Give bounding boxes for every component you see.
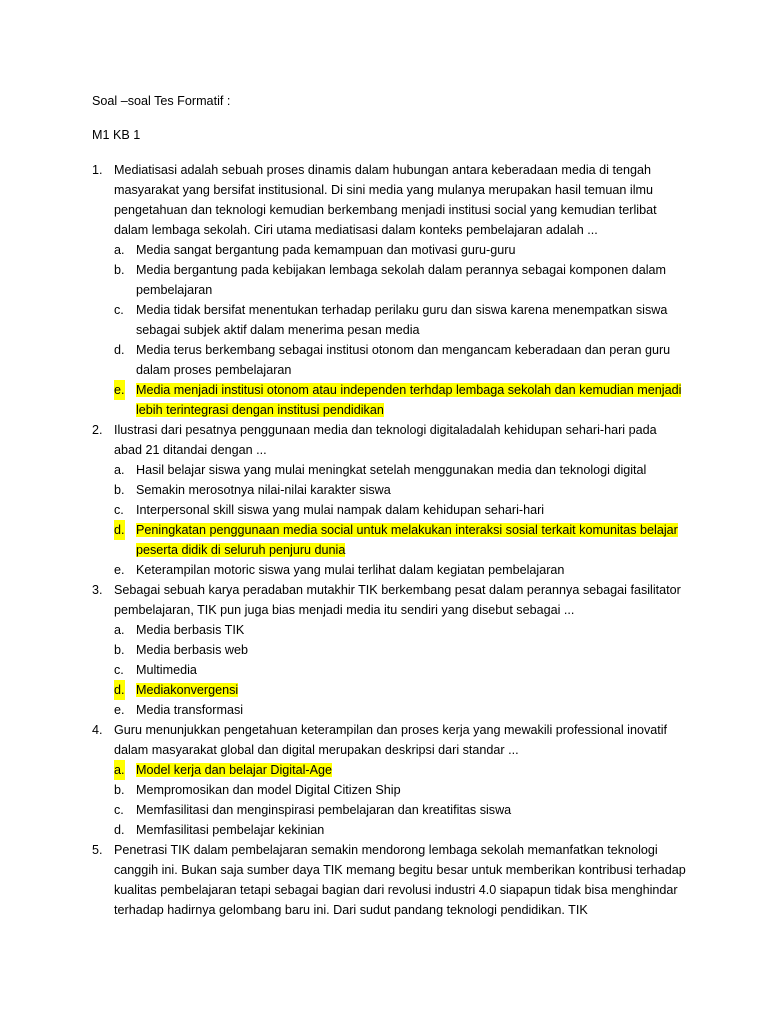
question-number: 3.	[92, 583, 103, 597]
option-letter: a.	[114, 463, 125, 477]
option-text: Multimedia	[136, 663, 197, 677]
option-a	[114, 620, 688, 640]
option-b	[114, 260, 688, 300]
question-5	[0, 840, 768, 920]
option-letter: a.	[114, 623, 125, 637]
option-b	[114, 780, 688, 800]
question-text: Sebagai sebuah karya peradaban mutakhir TIK berkembang pesat dalam perannya sebagai fasilitator pembelajaran, TIK pun juga bias menjadi media itu sendiri yang disebut sebagai ...	[114, 583, 681, 617]
question-number: 1.	[92, 163, 103, 177]
question-number: 2.	[92, 423, 103, 437]
option-text: Media bergantung pada kebijakan lembaga sekolah dalam perannya sebagai komponen dalam pembelajaran	[136, 263, 667, 297]
option-text: Memfasilitasi dan menginspirasi pembelajaran dan kreatifitas siswa	[136, 803, 512, 817]
question-4	[0, 720, 768, 840]
option-d	[114, 820, 688, 840]
option-letter: c.	[114, 303, 124, 317]
option-text: Semakin merosotnya nilai-nilai karakter siswa	[136, 483, 391, 497]
option-text: Hasil belajar siswa yang mulai meningkat setelah menggunakan media dan teknologi digital	[136, 463, 647, 477]
option-text: Media sangat bergantung pada kemampuan dan motivasi guru-guru	[136, 243, 516, 257]
question-1	[0, 160, 768, 420]
question-number: 5.	[92, 843, 103, 857]
question-2	[0, 420, 768, 580]
option-text: Media terus berkembang sebagai institusi otonom dan mengancam keberadaan dan peran guru dalam proses pembelajaran	[136, 343, 671, 377]
option-letter: d.	[114, 680, 125, 700]
question-list	[0, 160, 768, 920]
option-letter: b.	[114, 783, 125, 797]
option-letter: c.	[114, 803, 124, 817]
option-list	[114, 240, 688, 420]
option-e	[114, 700, 688, 720]
option-list	[114, 760, 688, 840]
option-d-highlighted	[114, 520, 688, 560]
option-letter: e.	[114, 563, 125, 577]
section-heading: M1 KB 1	[92, 128, 141, 142]
option-letter: b.	[114, 643, 125, 657]
option-c	[114, 660, 688, 680]
question-number: 4.	[92, 723, 103, 737]
option-e-highlighted	[114, 380, 688, 420]
option-d	[114, 340, 688, 380]
option-letter: a.	[114, 760, 125, 780]
option-e	[114, 560, 688, 580]
option-letter: c.	[114, 503, 124, 517]
option-c	[114, 800, 688, 820]
option-letter: b.	[114, 263, 125, 277]
option-letter: e.	[114, 380, 125, 400]
option-letter: d.	[114, 520, 125, 540]
option-text: Memfasilitasi pembelajar kekinian	[136, 823, 325, 837]
option-letter: c.	[114, 663, 124, 677]
option-text: Peningkatan penggunaan media social untuk melakukan interaksi sosial terkait komunitas belajar peserta didik di seluruh penjuru dunia	[136, 523, 678, 557]
question-text: Guru menunjukkan pengetahuan keterampilan dan proses kerja yang mewakili professional inovatif dalam masyarakat global dan digital merupakan deskripsi dari standar ...	[114, 723, 668, 757]
option-b	[114, 480, 688, 500]
option-letter: b.	[114, 483, 125, 497]
question-text: Penetrasi TIK dalam pembelajaran semakin mendorong lembaga sekolah memanfatkan teknologi canggih ini. Bukan saja sumber daya TIK memang begitu besar untuk memberikan kontribusi terhadap kualitas pembelajaran tetapi sebagai bagian dari revolusi industri 4.0 siapapun tidak bisa menghindar terhadap hadirnya gelombang baru ini. Dari sudut pandang teknologi pendidikan. TIK	[114, 843, 686, 917]
option-b	[114, 640, 688, 660]
option-c	[114, 300, 688, 340]
option-c	[114, 500, 688, 520]
option-text: Mediakonvergensi	[136, 683, 239, 697]
option-text: Keterampilan motoric siswa yang mulai terlihat dalam kegiatan pembelajaran	[136, 563, 565, 577]
option-a-highlighted	[114, 760, 688, 780]
option-text: Media menjadi institusi otonom atau independen terhdap lembaga sekolah dan kemudian menjadi lebih terintegrasi dengan institusi pendidikan	[136, 383, 682, 417]
option-letter: e.	[114, 703, 125, 717]
option-letter: a.	[114, 243, 125, 257]
option-text: Media tidak bersifat menentukan terhadap perilaku guru dan siswa karena menempatkan siswa sebagai subjek aktif dalam menerima pesan media	[136, 303, 668, 337]
document-title: Soal –soal Tes Formatif :	[92, 94, 231, 108]
option-letter: d.	[114, 343, 125, 357]
option-text: Media berbasis TIK	[136, 623, 245, 637]
option-d-highlighted	[114, 680, 688, 700]
option-text: Model kerja dan belajar Digital-Age	[136, 763, 333, 777]
question-text: Mediatisasi adalah sebuah proses dinamis dalam hubungan antara keberadaan media di tengah masyarakat yang bersifat institusional. Di sini media yang mulanya merupakan hasil temuan ilmu pengetahuan dan teknologi kemudian berkembang menjadi institusi social yang kemudian terlibat dalam lembaga sekolah. Ciri utama mediatisasi dalam konteks pembelajaran adalah ...	[114, 163, 657, 237]
option-letter: d.	[114, 823, 125, 837]
option-a	[114, 460, 688, 480]
option-list	[114, 460, 688, 580]
question-text: Ilustrasi dari pesatnya penggunaan media dan teknologi digitaladalah kehidupan sehari-hari pada abad 21 ditandai dengan ...	[114, 423, 657, 457]
option-list	[114, 620, 688, 720]
option-text: Mempromosikan dan model Digital Citizen Ship	[136, 783, 401, 797]
question-3	[0, 580, 768, 720]
option-text: Interpersonal skill siswa yang mulai nampak dalam kehidupan sehari-hari	[136, 503, 545, 517]
option-a	[114, 240, 688, 260]
option-text: Media berbasis web	[136, 643, 249, 657]
option-text: Media transformasi	[136, 703, 244, 717]
